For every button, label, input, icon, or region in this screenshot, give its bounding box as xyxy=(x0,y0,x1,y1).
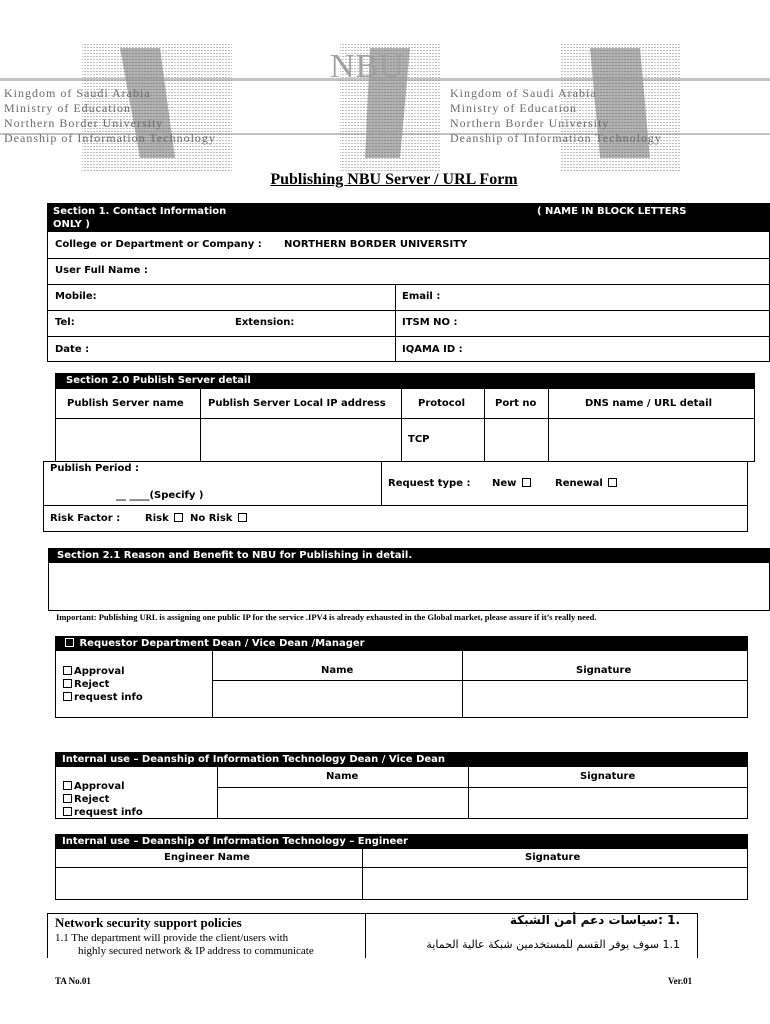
requestor-header-checkbox[interactable] xyxy=(65,638,74,647)
internal-dean-approval-label: Approval xyxy=(74,781,125,792)
col-port: Port no xyxy=(495,398,537,409)
internal-dean-name-field[interactable] xyxy=(218,788,465,816)
internal-dean-header: Internal use – Deanship of Information Technology Dean / Vice Dean xyxy=(55,752,748,767)
banner-logo-text: NBU xyxy=(330,48,405,85)
no-risk-option[interactable] xyxy=(190,513,249,524)
iqama-label: IQAMA ID : xyxy=(402,344,463,355)
policies-title-ar-text: :سياسات دعم أمن الشبكة xyxy=(509,913,663,927)
requestor-approval-label: Approval xyxy=(74,666,125,677)
requestor-header-text: Requestor Department Dean / Vice Dean /Manager xyxy=(79,638,365,649)
risk-label: Risk xyxy=(145,513,169,524)
policies-item-ar: 1.1 سوف يوفر القسم للمستخدمين شبكة عالية الحماية xyxy=(426,938,680,951)
engineer-name-col: Engineer Name xyxy=(164,852,250,863)
policies-title-en: Network security support policies xyxy=(55,915,242,930)
internal-dean-request-info[interactable] xyxy=(63,806,143,819)
risk-checkbox[interactable] xyxy=(174,513,183,522)
requestor-approval[interactable] xyxy=(63,665,143,678)
cell-server-name[interactable] xyxy=(57,419,197,459)
cell-protocol: TCP xyxy=(408,434,430,445)
internal-dean-reject-label: Reject xyxy=(74,794,110,805)
requestor-approval-checkbox[interactable] xyxy=(63,666,72,675)
request-new-option[interactable] xyxy=(492,478,533,489)
college-value[interactable]: NORTHERN BORDER UNIVERSITY xyxy=(284,239,468,250)
policies-item-en-2: highly secured network & IP address to communicate xyxy=(78,945,314,957)
tel-label: Tel: xyxy=(55,317,75,328)
reason-textarea[interactable] xyxy=(48,562,770,611)
section1-note-cont: ONLY ) xyxy=(53,219,90,230)
requestor-signature-field[interactable] xyxy=(463,681,746,716)
internal-dean-approval-checkbox[interactable] xyxy=(63,781,72,790)
requestor-reject-label: Reject xyxy=(74,679,110,690)
internal-dean-request-info-checkbox[interactable] xyxy=(63,807,72,816)
engineer-name-field[interactable] xyxy=(58,869,358,897)
banner-right-text: Kingdom of Saudi Arabia Ministry of Education Northern Border University Deanship of Information Technology xyxy=(450,86,662,145)
risk-option[interactable] xyxy=(145,513,185,524)
page-title: Publishing NBU Server / URL Form xyxy=(270,171,518,188)
internal-dean-signature-field[interactable] xyxy=(469,788,746,816)
policies-item-en-1: 1.1 The department will provide the client/users with xyxy=(55,932,289,944)
fullname-label: User Full Name : xyxy=(55,265,148,276)
request-renewal-label: Renewal xyxy=(555,478,603,489)
col-server-name: Publish Server name xyxy=(67,398,184,409)
risk-factor-label: Risk Factor : xyxy=(50,513,121,524)
requestor-name-field[interactable] xyxy=(213,681,458,716)
col-protocol: Protocol xyxy=(418,398,466,409)
section1-title: Section 1. Contact Information xyxy=(53,206,227,217)
policies-title-ar-num: .1 xyxy=(667,913,680,927)
header-banner xyxy=(0,38,770,188)
cell-port[interactable] xyxy=(486,419,546,459)
email-label: Email : xyxy=(402,291,441,302)
internal-engineer-header: Internal use – Deanship of Information Technology – Engineer xyxy=(55,834,748,849)
internal-dean-approval[interactable] xyxy=(63,780,143,793)
internal-dean-name-col: Name xyxy=(326,771,359,782)
requestor-reject[interactable] xyxy=(63,678,143,691)
col-dns: DNS name / URL detail xyxy=(585,398,713,409)
cell-local-ip[interactable] xyxy=(202,419,398,459)
publish-period-label: Publish Period : xyxy=(50,463,139,474)
section2-header: Section 2.0 Publish Server detail xyxy=(55,373,755,389)
request-renewal-option[interactable] xyxy=(555,478,619,489)
no-risk-label: No Risk xyxy=(190,513,233,524)
footer-form-number: TA No.01 xyxy=(55,976,91,986)
publish-period-specify[interactable]: __ ____(Specify ) xyxy=(116,490,204,501)
requestor-signature-col: Signature xyxy=(576,665,632,676)
extension-label: Extension: xyxy=(235,317,295,328)
requestor-header xyxy=(55,636,748,651)
requestor-reject-checkbox[interactable] xyxy=(63,679,72,688)
request-new-label: New xyxy=(492,478,517,489)
section1-note: ( NAME IN BLOCK LETTERS xyxy=(537,206,687,217)
engineer-signature-col: Signature xyxy=(525,852,581,863)
section1-header xyxy=(47,203,770,232)
internal-dean-request-info-label: request info xyxy=(74,807,143,818)
section21-header: Section 2.1 Reason and Benefit to NBU for Publishing in detail. xyxy=(48,548,770,563)
request-new-checkbox[interactable] xyxy=(522,478,531,487)
fullname-field[interactable] xyxy=(170,260,760,280)
requestor-request-info[interactable] xyxy=(63,691,143,704)
email-field[interactable] xyxy=(450,286,760,306)
internal-dean-reject-checkbox[interactable] xyxy=(63,794,72,803)
footer-version: Ver.01 xyxy=(668,976,693,986)
request-type-label: Request type : xyxy=(388,478,471,489)
itsm-label: ITSM NO : xyxy=(402,317,458,328)
col-local-ip: Publish Server Local IP address xyxy=(208,398,386,409)
no-risk-checkbox[interactable] xyxy=(238,513,247,522)
request-renewal-checkbox[interactable] xyxy=(608,478,617,487)
mobile-label: Mobile: xyxy=(55,291,97,302)
mobile-field[interactable] xyxy=(110,286,390,306)
policies-bottom-fade xyxy=(0,958,770,970)
banner-left-text: Kingdom of Saudi Arabia Ministry of Education Northern Border University Deanship of Information Technology xyxy=(4,86,216,145)
policies-title-ar xyxy=(370,913,680,927)
internal-dean-reject[interactable] xyxy=(63,793,143,806)
college-label: College or Department or Company : xyxy=(55,239,262,250)
requestor-name-col: Name xyxy=(321,665,354,676)
requestor-options xyxy=(63,665,143,704)
requestor-request-info-label: request info xyxy=(74,692,143,703)
internal-dean-signature-col: Signature xyxy=(580,771,636,782)
requestor-request-info-checkbox[interactable] xyxy=(63,692,72,701)
cell-dns[interactable] xyxy=(550,419,750,459)
date-label: Date : xyxy=(55,344,90,355)
engineer-signature-field[interactable] xyxy=(365,869,745,897)
internal-dean-options xyxy=(63,780,143,819)
important-note: Important: Publishing URL is assigning one public IP for the service .IPV4 is already exhausted in the Global market, please assure if it’s really need. xyxy=(56,612,597,622)
